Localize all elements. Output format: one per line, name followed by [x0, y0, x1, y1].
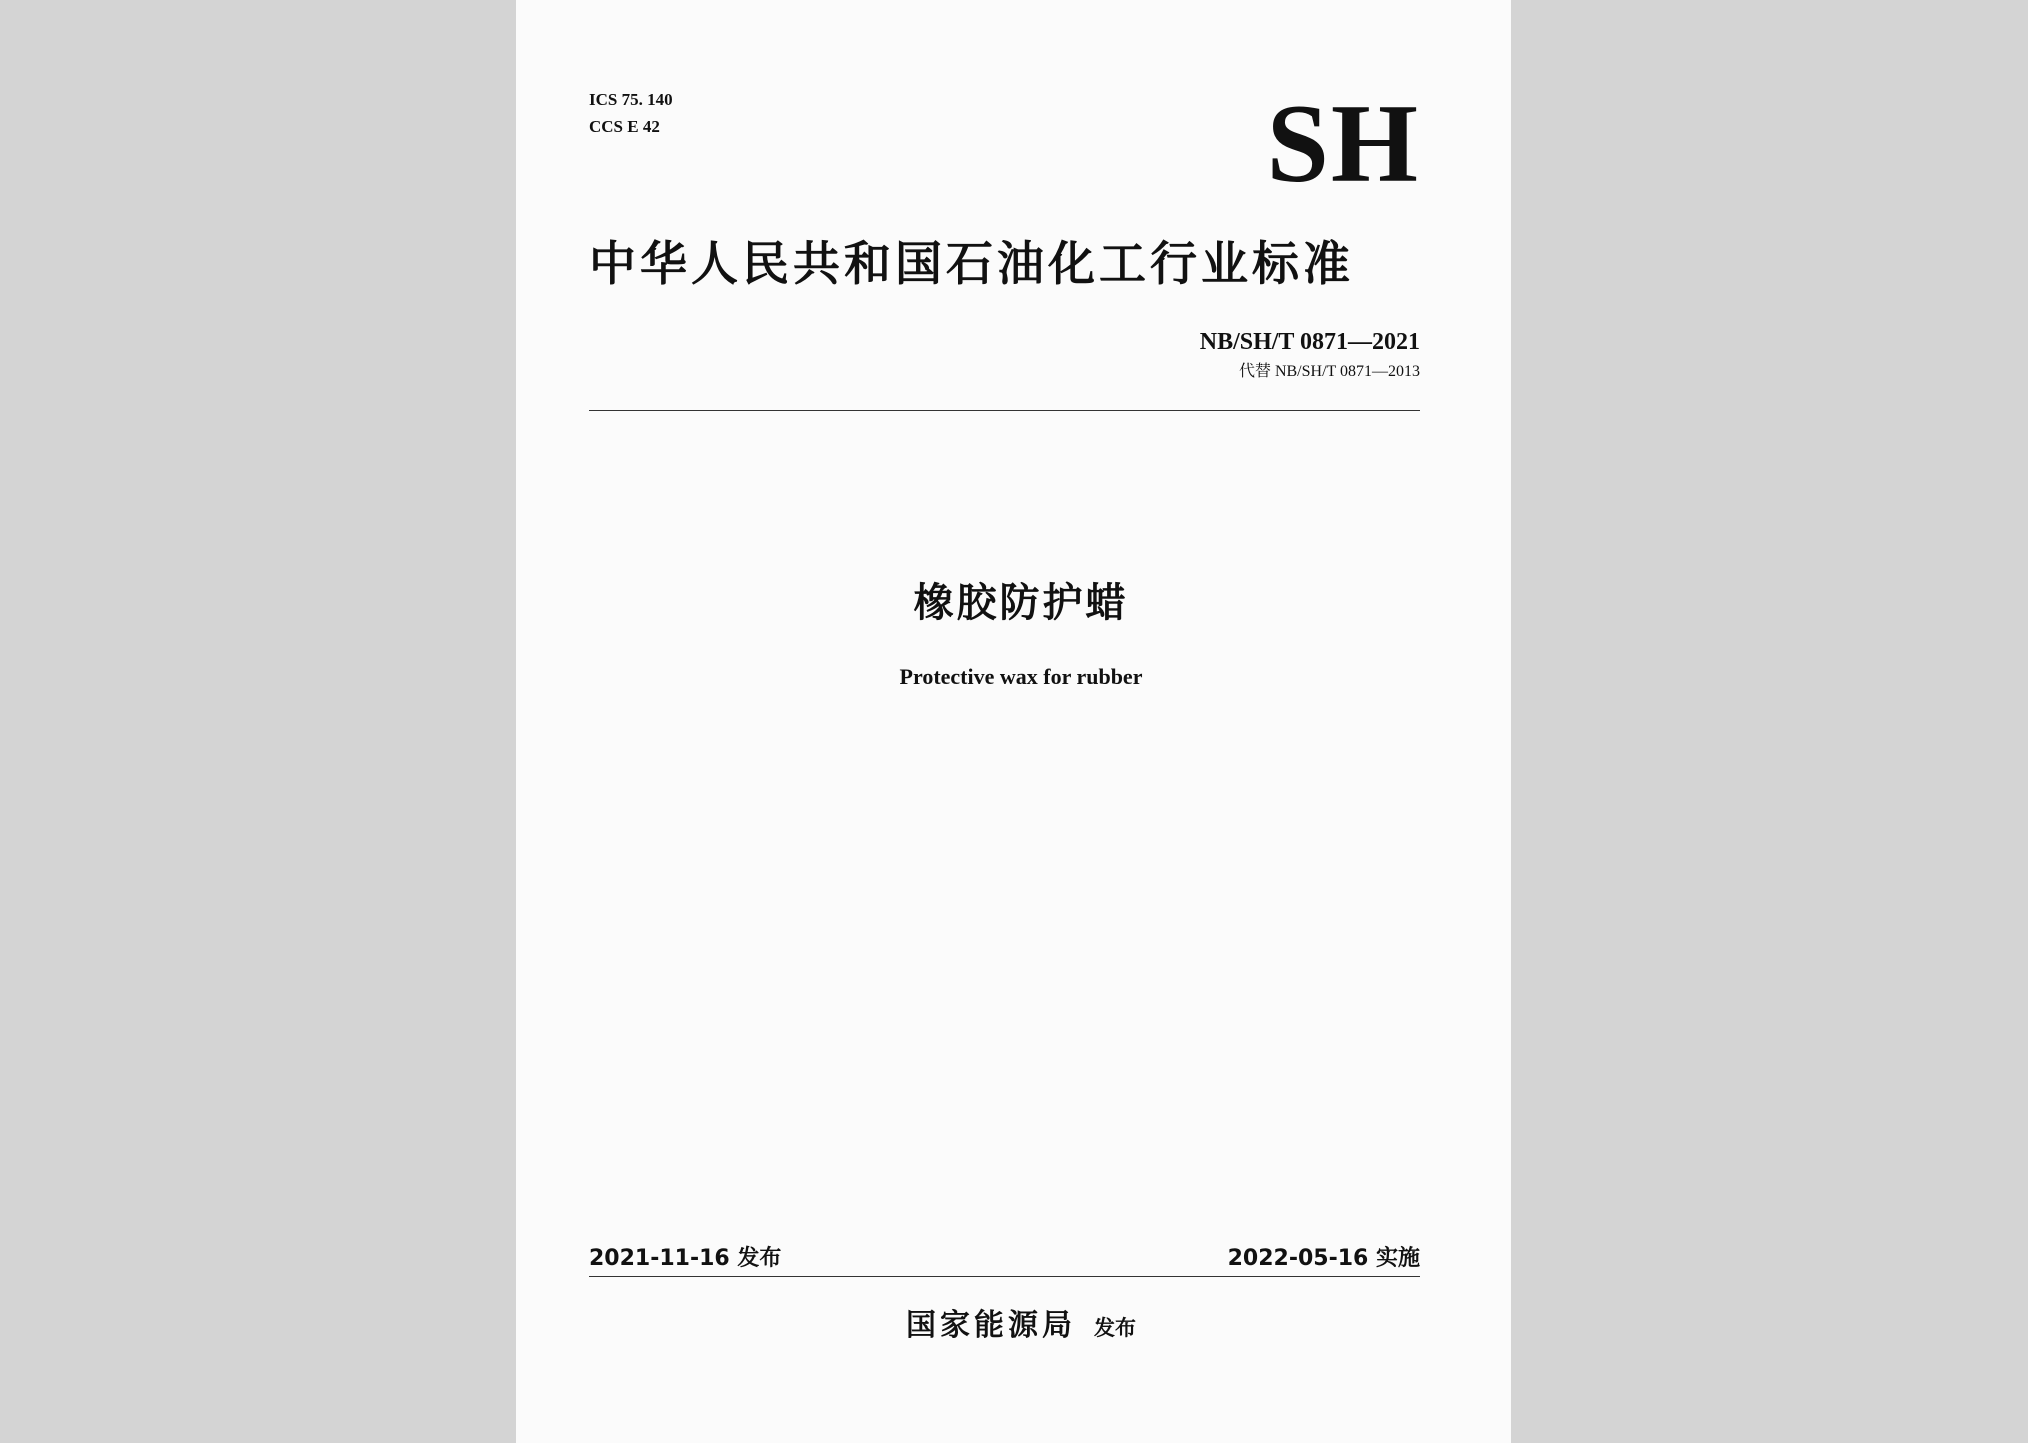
- header-divider: [589, 410, 1420, 411]
- ccs-code: CCS E 42: [589, 117, 660, 136]
- standard-cover-page: [516, 0, 1511, 1443]
- standard-number: NB/SH/T 0871—2021: [1199, 329, 1420, 355]
- standard-category-title: 中华人民共和国石油化工行业标准: [589, 237, 1354, 292]
- sh-logo: SH: [1266, 82, 1420, 206]
- document-title-cn: 橡胶防护蜡: [913, 580, 1129, 626]
- issued-label: 发布: [1094, 1316, 1136, 1340]
- replaces-note: 代替 NB/SH/T 0871—2013: [1238, 363, 1420, 380]
- ics-code: ICS 75. 140: [589, 90, 673, 109]
- implementation-date: 2022-05-16 实施: [1227, 1246, 1420, 1271]
- issue-date: 2021-11-16 发布: [589, 1246, 782, 1271]
- document-title-en: Protective wax for rubber: [899, 664, 1143, 689]
- issuer-line: [516, 1306, 1526, 1348]
- issuer-name: 国家能源局: [906, 1308, 1076, 1343]
- footer-divider: [589, 1276, 1420, 1277]
